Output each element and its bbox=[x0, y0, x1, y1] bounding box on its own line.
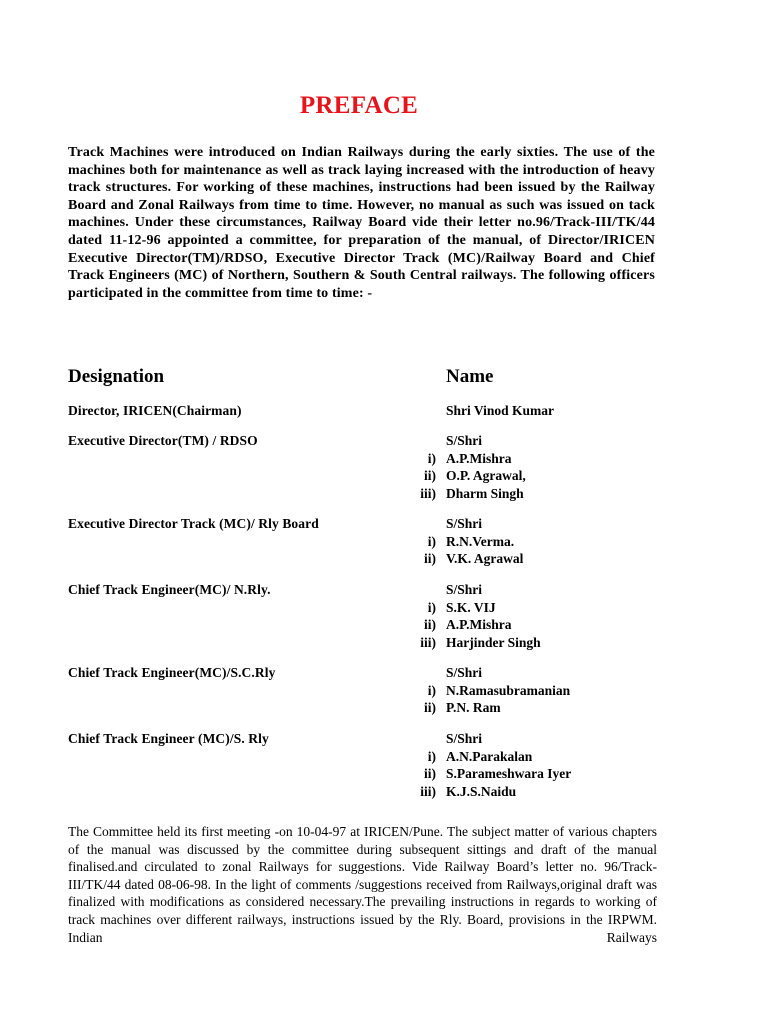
member-names bbox=[400, 664, 700, 717]
name-number: i) bbox=[427, 450, 436, 466]
name-header: Name bbox=[446, 366, 494, 387]
member-names bbox=[400, 730, 700, 800]
closing-paragraph: The Committee held its first meeting -on 10-04-97 at IRICEN/Pune. The subject matter of various chapters of the manual was discussed by the committee during subsequent sittings and draft of the manual finalised.and circulated to zonal Railways for suggestions. Vide Railway Board’s letter no. 96/Track-III/TK/44 dated 08-06-98. In the light of comments /suggestions received from Railways,original draft was finalized with modifications as considered necessary.The prevailing instructions in regards to working of track machines over different railways, instructions issued by the Rly. Board, provisions in the IRPWM. Indian Railways bbox=[68, 824, 657, 945]
member-name: Harjinder Singh bbox=[446, 634, 541, 650]
intro-paragraph: Track Machines were introduced on Indian Railways during the early sixties. The use of the machines both for maintenance as well as track laying increased with the introduction of heavy track structures. For working of these machines, instructions had been issued by the Railway Board and Zonal Railways from time to time. However, no manual as such was issued on tack machines. Under these circumstances, Railway Board vide their letter no.96/Track-III/TK/44 dated 11-12-96 appointed a committee, for preparation of the manual, of Director/IRICEN Executive Director(TM)/RDSO, Executive Director Track (MC)/Railway Board and Chief Track Engineers (MC) of Northern, Southern & South Central railways. The following officers participated in the committee from time to time: - bbox=[68, 145, 655, 301]
member-designation: Chief Track Engineer (MC)/S. Rly bbox=[68, 731, 269, 746]
member-title: S/Shri bbox=[446, 731, 483, 746]
member-designation: Director, IRICEN(Chairman) bbox=[68, 403, 242, 418]
name-number: ii) bbox=[424, 617, 436, 632]
member-name: A.N.Parakalan bbox=[446, 748, 533, 764]
designation-header: Designation bbox=[68, 366, 165, 387]
member-designation: Executive Director(TM) / RDSO bbox=[68, 433, 258, 448]
name-number: iii) bbox=[420, 485, 436, 501]
member-name: S.K. VIJ bbox=[446, 599, 496, 615]
name-number: iii) bbox=[420, 634, 436, 650]
member-name: A.P.Mishra bbox=[446, 450, 512, 466]
member-designation: Chief Track Engineer(MC)/S.C.Rly bbox=[68, 665, 276, 680]
name-number: ii) bbox=[424, 766, 436, 781]
name-number: ii) bbox=[424, 551, 436, 566]
member-name: A.P.Mishra bbox=[446, 617, 512, 632]
name-number: i) bbox=[427, 533, 436, 549]
name-number: ii) bbox=[424, 700, 436, 715]
name-number: i) bbox=[427, 599, 436, 615]
member-name: Dharm Singh bbox=[446, 485, 524, 501]
member-name: V.K. Agrawal bbox=[446, 551, 524, 566]
member-title: Shri Vinod Kumar bbox=[446, 403, 555, 418]
member-names bbox=[400, 432, 700, 502]
member-title: S/Shri bbox=[446, 516, 483, 531]
name-number: ii) bbox=[424, 468, 436, 483]
name-number: iii) bbox=[420, 783, 436, 799]
member-name: O.P. Agrawal, bbox=[446, 468, 526, 483]
page-title: PREFACE bbox=[299, 92, 419, 119]
member-name: S.Parameshwara Iyer bbox=[446, 766, 572, 781]
member-title: S/Shri bbox=[446, 433, 483, 448]
member-name: R.N.Verma. bbox=[446, 533, 515, 549]
member-names bbox=[400, 515, 700, 568]
member-name: N.Ramasubramanian bbox=[446, 682, 571, 698]
name-number: i) bbox=[427, 682, 436, 698]
member-names bbox=[400, 402, 700, 420]
member-designation: Chief Track Engineer(MC)/ N.Rly. bbox=[68, 582, 271, 597]
member-name: P.N. Ram bbox=[446, 700, 501, 715]
member-names bbox=[400, 581, 700, 651]
name-number: i) bbox=[427, 748, 436, 764]
member-designation: Executive Director Track (MC)/ Rly Board bbox=[68, 516, 319, 531]
member-name: K.J.S.Naidu bbox=[446, 783, 517, 799]
member-title: S/Shri bbox=[446, 582, 483, 597]
member-title: S/Shri bbox=[446, 665, 483, 680]
